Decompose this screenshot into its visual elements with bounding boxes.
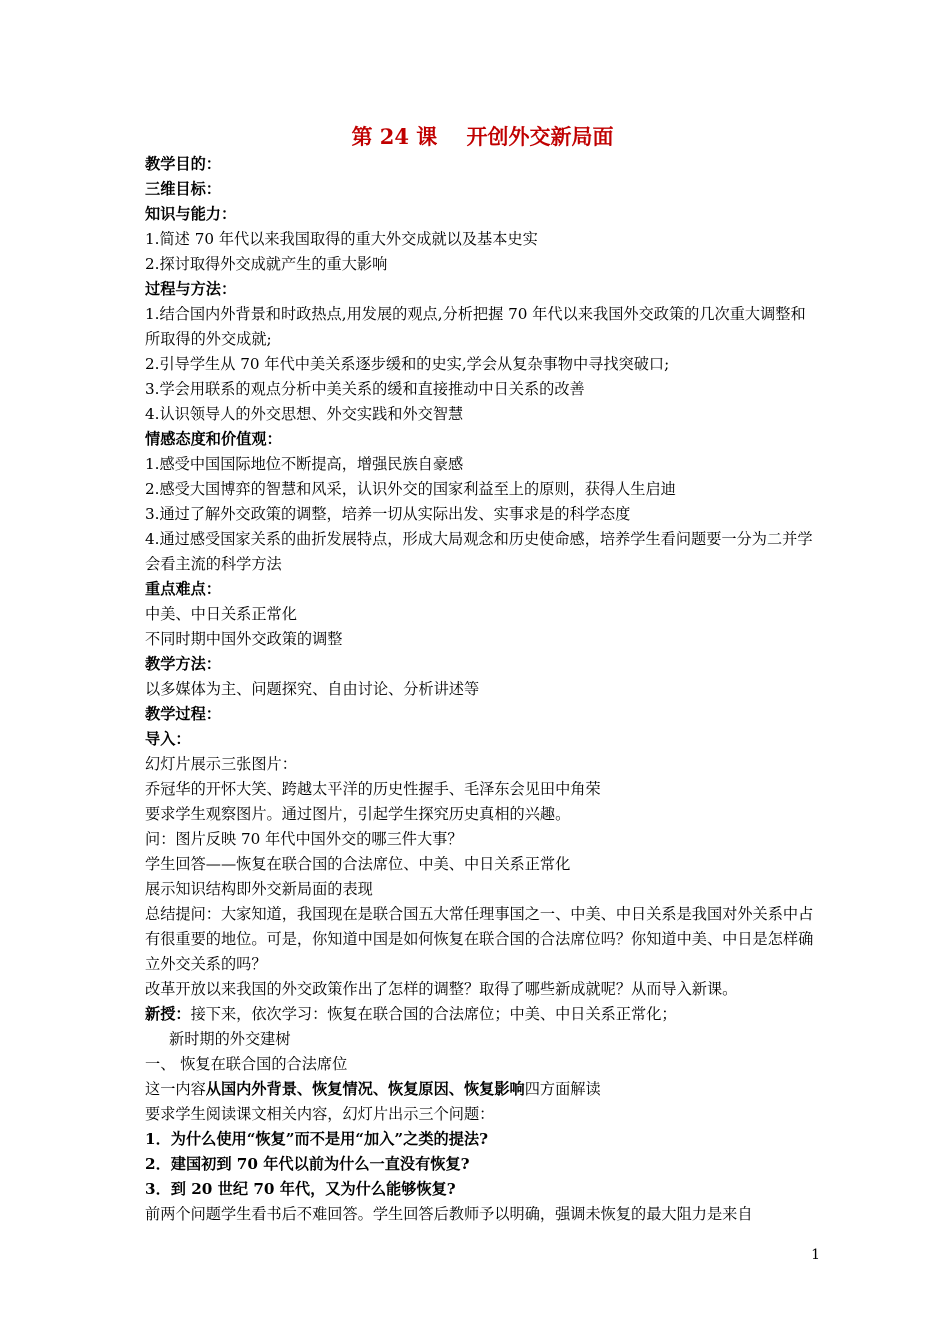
text-line (145, 1002, 820, 1027)
text-line: 情感态度和价值观： (145, 430, 282, 448)
text-line: 3.通过了解外交政策的调整，培养一切从实际出发、实事求是的科学态度 (145, 505, 631, 523)
text-line: 导入： (145, 730, 191, 748)
text-line: 展示知识结构即外交新局面的表现 (145, 880, 373, 898)
line-lead-label: 新授： (145, 1005, 191, 1023)
text-line: 不同时期中国外交政策的调整 (145, 630, 343, 648)
text-line: 重点难点： (145, 580, 221, 598)
text-line: 要求学生阅读课文相关内容，幻灯片出示三个问题： (145, 1105, 495, 1123)
text-line: 2．建国初到 70 年代以前为什么一直没有恢复? (145, 1155, 470, 1173)
text-line: 过程与方法： (145, 280, 237, 298)
text-line: 知识与能力： (145, 205, 237, 223)
text-line: 乔冠华的开怀大笑、跨越太平洋的历史性握手、毛泽东会见田中角荣 (145, 780, 601, 798)
line-segment-post: 四方面解读 (524, 1080, 601, 1098)
text-line: 要求学生观察图片。通过图片，引起学生探究历史真相的兴趣。 (145, 805, 571, 823)
text-line: 中美、中日关系正常化 (145, 605, 297, 623)
text-line: 三维目标： (145, 180, 221, 198)
text-line: 2.引导学生从 70 年代中美关系逐步缓和的史实,学会从复杂事物中寻找突破口; (145, 355, 670, 373)
text-line (145, 1077, 820, 1102)
text-line: 前两个问题学生看书后不难回答。学生回答后教师予以明确，强调未恢复的最大阻力是来自 (145, 1205, 753, 1223)
page-number: 1 (811, 1247, 820, 1263)
text-line: 问：图片反映 70 年代中国外交的哪三件大事？ (145, 830, 463, 848)
text-line: 1.结合国内外背景和时政热点,用发展的观点,分析把握 70 年代以来我国外交政策的几次重大调整和所取得的外交成就; (145, 305, 806, 348)
text-line: 总结提问：大家知道，我国现在是联合国五大常任理事国之一、中美、中日关系是我国对外关系中占有很重要的地位。可是，你知道中国是如何恢复在联合国的合法席位吗？你知道中美、中日是怎样确立外交关系的吗？ (145, 905, 814, 973)
line-text: 接下来，依次学习：恢复在联合国的合法席位；中美、中日关系正常化； (190, 1005, 677, 1023)
document-page (145, 122, 820, 1227)
text-line: 教学过程： (145, 705, 221, 723)
text-line: 教学方法： (145, 655, 221, 673)
text-line: 4.通过感受国家关系的曲折发展特点，形成大局观念和历史使命感，培养学生看问题要一分为二并学会看主流的科学方法 (145, 530, 813, 573)
text-line: 1.简述 70 年代以来我国取得的重大外交成就以及基本史实 (145, 230, 538, 248)
page-title: 第 24 课 开创外交新局面 (351, 124, 614, 149)
text-line: 2.感受大国博弈的智慧和风采，认识外交的国家利益至上的原则，获得人生启迪 (145, 480, 676, 498)
line-segment-pre: 这一内容 (145, 1080, 206, 1098)
text-line: 教学目的： (145, 155, 221, 173)
text-line: 一、 恢复在联合国的合法席位 (145, 1055, 348, 1073)
line-segment-strong: 从国内外背景、恢复情况、恢复原因、恢复影响 (205, 1080, 525, 1098)
text-line: 1．为什么使用“恢复”而不是用“加入”之类的提法? (145, 1130, 488, 1148)
text-line: 3.学会用联系的观点分析中美关系的缓和直接推动中日关系的改善 (145, 380, 585, 398)
text-line: 新时期的外交建树 (169, 1030, 291, 1048)
text-line: 4.认识领导人的外交思想、外交实践和外交智慧 (145, 405, 464, 423)
text-line: 以多媒体为主、问题探究、自由讨论、分析讲述等 (145, 680, 480, 698)
text-line: 2.探讨取得外交成就产生的重大影响 (145, 255, 388, 273)
text-line: 改革开放以来我国的外交政策作出了怎样的调整？取得了哪些新成就呢？从而导入新课。 (145, 980, 738, 998)
text-line: 幻灯片展示三张图片： (145, 755, 297, 773)
document-body (145, 152, 820, 1227)
text-line: 1.感受中国国际地位不断提高，增强民族自豪感 (145, 455, 464, 473)
text-line: 学生回答——恢复在联合国的合法席位、中美、中日关系正常化 (145, 855, 571, 873)
text-line: 3．到 20 世纪 70 年代，又为什么能够恢复? (145, 1180, 456, 1198)
